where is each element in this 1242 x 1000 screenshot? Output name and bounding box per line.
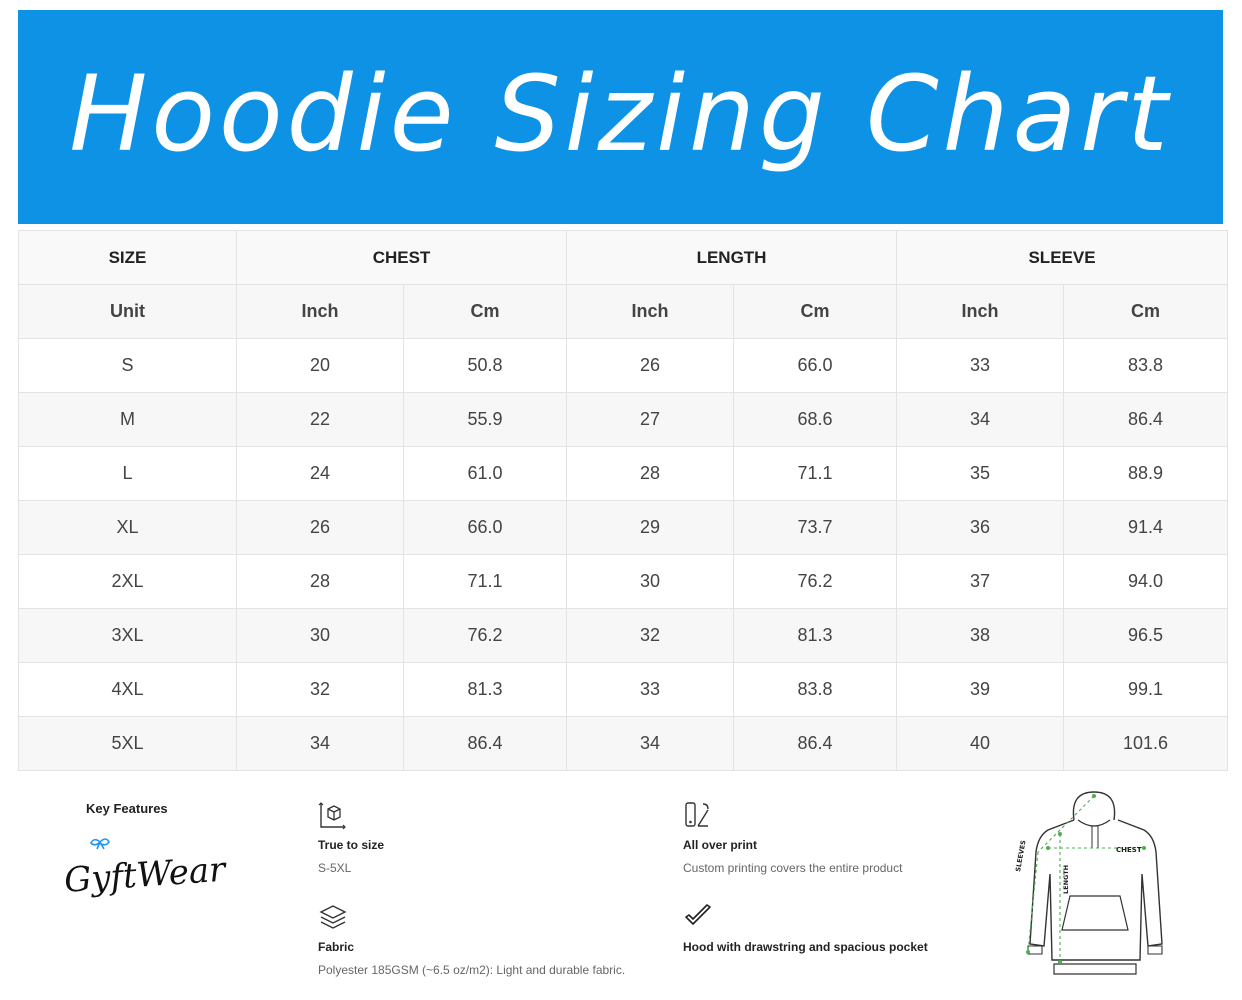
measurement-cell: 40 [897, 717, 1064, 771]
measurement-cell: 30 [237, 609, 404, 663]
chest-header: CHEST [237, 231, 567, 285]
size-header: SIZE [19, 231, 237, 285]
table-row [19, 339, 1228, 393]
feature-title: Hood with drawstring and spacious pocket [683, 940, 928, 954]
measurement-cell: 34 [237, 717, 404, 771]
measurement-cell: 30 [567, 555, 734, 609]
key-features-heading: Key Features [86, 801, 168, 816]
feature-all-over-print [683, 800, 902, 875]
measurement-cell: 24 [237, 447, 404, 501]
hoodie-diagram [1008, 786, 1178, 982]
measurement-cell: 32 [567, 609, 734, 663]
measurement-cell: 39 [897, 663, 1064, 717]
sleeves-label: SLEEVES [1014, 839, 1028, 873]
title-banner [18, 10, 1223, 224]
table-row [19, 501, 1228, 555]
measurement-cell: 61.0 [404, 447, 567, 501]
size-cell: L [19, 447, 237, 501]
sleeve-header: SLEEVE [897, 231, 1228, 285]
size-cell: 4XL [19, 663, 237, 717]
measurement-cell: 20 [237, 339, 404, 393]
unit-row [19, 285, 1228, 339]
measurement-cell: 101.6 [1064, 717, 1228, 771]
size-cell: 2XL [19, 555, 237, 609]
box-dimension-icon [318, 800, 348, 830]
measurement-cell: 27 [567, 393, 734, 447]
group-header-row [19, 231, 1228, 285]
chest-label: CHEST [1116, 846, 1142, 854]
size-cell: XL [19, 501, 237, 555]
measurement-cell: 99.1 [1064, 663, 1228, 717]
measurement-cell: 34 [897, 393, 1064, 447]
measurement-cell: 34 [567, 717, 734, 771]
measurement-cell: 36 [897, 501, 1064, 555]
measurement-cell: 81.3 [404, 663, 567, 717]
measurement-cell: 76.2 [404, 609, 567, 663]
feature-true-to-size [318, 800, 384, 875]
table-row [19, 717, 1228, 771]
table-row [19, 555, 1228, 609]
checkmark-icon [683, 902, 713, 932]
table-row [19, 393, 1228, 447]
unit-cell: Cm [734, 285, 897, 339]
feature-title: All over print [683, 838, 758, 852]
measurement-cell: 33 [567, 663, 734, 717]
measurement-cell: 68.6 [734, 393, 897, 447]
measurement-cell: 29 [567, 501, 734, 555]
feature-hood-pocket [683, 902, 928, 954]
measurement-cell: 35 [897, 447, 1064, 501]
measurement-cell: 38 [897, 609, 1064, 663]
length-header: LENGTH [567, 231, 897, 285]
measurement-cell: 66.0 [734, 339, 897, 393]
measurement-cell: 26 [567, 339, 734, 393]
measurement-cell: 28 [237, 555, 404, 609]
size-cell: S [19, 339, 237, 393]
brand-wordmark: GyftWear [62, 849, 227, 901]
measurement-cell: 66.0 [404, 501, 567, 555]
length-label: LENGTH [1062, 864, 1070, 894]
measurement-cell: 91.4 [1064, 501, 1228, 555]
table-row [19, 447, 1228, 501]
measurement-cell: 28 [567, 447, 734, 501]
page-title: Hoodie Sizing Chart [69, 53, 1172, 175]
measurement-cell: 55.9 [404, 393, 567, 447]
measurement-cell: 86.4 [734, 717, 897, 771]
feature-title: True to size [318, 838, 385, 852]
unit-cell: Cm [1064, 285, 1228, 339]
feature-desc: Polyester 185GSM (~6.5 oz/m2): Light and durable fabric. [318, 963, 626, 977]
measurement-cell: 83.8 [734, 663, 897, 717]
unit-cell: Inch [567, 285, 734, 339]
key-features-section [0, 780, 1242, 1000]
measurement-cell: 86.4 [404, 717, 567, 771]
size-cell: 5XL [19, 717, 237, 771]
measurement-cell: 76.2 [734, 555, 897, 609]
measurement-cell: 73.7 [734, 501, 897, 555]
measurement-cell: 26 [237, 501, 404, 555]
measurement-cell: 22 [237, 393, 404, 447]
feature-desc: Custom printing covers the entire product [683, 861, 903, 875]
measurement-cell: 81.3 [734, 609, 897, 663]
unit-cell: Cm [404, 285, 567, 339]
unit-cell: Inch [237, 285, 404, 339]
table-row [19, 663, 1228, 717]
measurement-cell: 96.5 [1064, 609, 1228, 663]
measurement-cell: 86.4 [1064, 393, 1228, 447]
measurement-cell: 33 [897, 339, 1064, 393]
measurement-cell: 71.1 [404, 555, 567, 609]
unit-label: Unit [19, 285, 237, 339]
measurement-cell: 37 [897, 555, 1064, 609]
feature-title: Fabric [318, 940, 355, 954]
unit-cell: Inch [897, 285, 1064, 339]
feature-desc: S-5XL [318, 861, 352, 875]
size-cell: M [19, 393, 237, 447]
gyftwear-logo [60, 836, 227, 922]
size-cell: 3XL [19, 609, 237, 663]
measurement-cell: 88.9 [1064, 447, 1228, 501]
feature-fabric [318, 902, 625, 977]
measurement-cell: 94.0 [1064, 555, 1228, 609]
measurement-cell: 32 [237, 663, 404, 717]
measurement-cell: 71.1 [734, 447, 897, 501]
measurement-cell: 83.8 [1064, 339, 1228, 393]
size-chart-table [18, 230, 1228, 771]
fabric-layers-icon [318, 902, 348, 932]
print-icon [683, 800, 713, 830]
table-row [19, 609, 1228, 663]
measurement-cell: 50.8 [404, 339, 567, 393]
